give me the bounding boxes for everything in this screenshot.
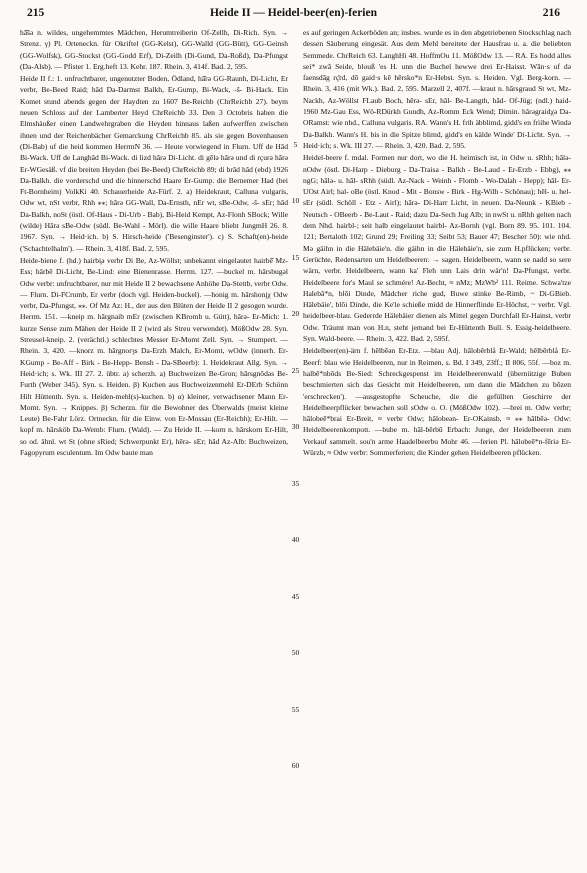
entry-heidel-beere: Heidel-beere f. mdal. Formen nur dort, wo die H. heimisch ist, in Odw u. sRhh; hālə- nOdw (östl. Di-Harp - Dieburg - Da-Traisa - Balkh - Be-Laud - Er-Erzb - Ebbg), ⁎⁎ ngG; hālə- u. hāl- sRhh (südl. Az-Nack - Weinh - Flomb - Wo-Dalah - Hepp); hāl- Er-UOst Airl; hal- oBe (östl. Knod - Mit - Bonsw - Birk - Hg-Wilh - Schönau); hēl- u. hel- sEr (südl. Schöll - Etz - Airl); hārə- Di-Harr Licht, in neuen. Da-Neunk - KBieb - Neutsch - OBeerb - Be-Laut - Raid; dazu Da-Sech Jug Alb; in nwSt u. nRhh gelten nach dem Nhd. hairbl-; seit halb eingelautet hairbl- Az-Bornh (vgl. Born 89. 95. 101. 104. 121; Bertaloth 102; Grund 29; Freiling 33; Seibt 53; Bauer 47; Bescher 50): wie nhd. Mə gäihn in die Hälebäie'n. die gäihn in die Hälebäie'n, sie zum H.pflücken; verbr. Gerüchte, Redensarten um Heidelbeeren: → sagen. Heidelbeern, wann se nadd so sere wärn, verbr. Heidelbeern, wann ka' Fleh unn Lais drin wär'n! Da-Pfungst, verbr. Heidelbeere for's Maul se schmére! Az-Becht, ≈ nMz; MzWb² 111. Reime. Schwa'tze Halebā*n, blōi Dinde, Mädcher riche gud, Buwe stinke Be-Rimb, ~ Di-GBieb. Hälebäie', blōi Dinde, die Ke'le schieße midd de Hinnerflinde Er-Höchst, ~ verbr. Vgl. heidelbeer-blau. Gederrde Hälebäier dienen als Mittel gegen Durchfall Er-Hainst, verbr Odw. Träumt man von H.n, steht jemand bei Er-Hüttenth Bull. S. Essig-heidelbeere. Syn. Wald-beere. — Rhein. 3, 422. Bad. 2, 595f. xyxy=(303,153,571,344)
line-number: 55 xyxy=(291,705,300,714)
entry-heide-ii: Heide II f.: 1. unfruchtbarer, ungenutzter Boden, Ödland, hā̆rə GG-Raunh, Di-Licht, Er verbr, Be-Beed Raid; hād Da-Darmst Balkh, Er-Gump, Bi-Wack, -ŝ- Bi-Hack. Ein Komet stund abends gegen der Haydten zu 1607 Be-Reichb (ChrReichb 27). beym neuen Schloss auf der Lamberter Heyd ChrReichb 33. Den 3 Octobris haben die Elmshäußer einen Landwehrgraben die Heyden hinnaus laßen aufwerffen zwischen ihnen und der Reichenbächer Gemarckung ChrReichb 85. als sie gegen Bovenhausen (Di-Bab) uf die heid kommen HerrmN 36. — Heute vorwiegend in Flurn. Uff de Hād Bi-Wack. Uff de Langhād Bi-Wack. di lizd hārə Di-Licht. di gēlə hārə und di rçurə hārə Er-WGesäß. vf die breiten Heyden (bei Be-Beed) ChrReichb 89; di brād hād (ebd) 1926 Da-Balkh. die vorderschd und die hinnerschd Haare Er-Gump. die Bernemer Had (bei Ft-Bornheim) VolkKi 40. Schauerheide Az-Fürf. 2. a) Heidekraut, Calluna vulgaris, Odw wt, nSt verbr, Rhh ⁎⁎; hārə GG-Wall, Da-Ernsth, nEr wt, sBe-Odw, -ŝ- sEr; hād Da-Balkh, noSt (östl. Of-Haus - Di-Urb - Bab), Bi-Heid Kempt, Az-Flonh SBock; Wille (wilde) Hārə sBe-Odw (südl. Be-Wahl - Mörl). die wille Haare blieht JungmH 26. 8. 1967. Syn. → Heid·ich. b) S. Hirsch-heide ('Besenginster'). c) S. Schaft(en)-heide ('Schachtelhalm'). — Rhein. 3, 418f. Bad. 2, 595. xyxy=(20,74,288,253)
entry-heidekorn-cont: es auf geringen Ackerböden an; insbes. wurde es in den abgetriebenen Stockschlag nach dessen Säuberung eingesät. Aus dem Mehl bereitete der Hausfrau u. a. die beliebten Semmede. ChrReich 63. LanghHi 48. HoffmOu 11. MößOdw 13. — RA. Es hodd alles sei* zwā Seide, blouß 'es H. unn die Buchel hewwe drei Er-Haisst. Wān·s uf də faensdāg rç̄rd, dō gaid·s kē hērsko*n Er-Hebst. Syn. s. Heiden. Vgl. Berg-korn. — Rhein. 3, 416 (mit Wk.). Bad. 2, 595. Marzell 2, 407f. —kraut n. hārsgraud St wt, Mz-Nackh, Az-Wöllst FLaub Boch, hērə- sEr, hāl- Be-Langth, hād- Of-Jüg; (ndl.) haid- 1960 Mz-Gau Ess, Wö-RDürkh Gundh, Az-Romm Eck Wend; Dimin. hārəgraidχə Da-ORamst: wie nhd., Calluna vulgaris. RA. Wann's H. frih äbblimd, gidd's en friihe Wində Da-Balkh. Wann's H. bis in die Spitze blimd, gidd's en kälde Winde' Di-Licht. Syn. → Heid·ich; s. Wk. III 27. — Rhein. 3, 420. Bad. 2, 595. xyxy=(303,28,571,150)
line-number: 5 xyxy=(293,140,298,149)
line-number: 20 xyxy=(291,309,300,318)
line-number: 45 xyxy=(291,592,300,601)
page-number-left: 215 xyxy=(27,7,45,19)
right-column xyxy=(303,27,571,867)
entry-heide-plural: hā̆ŝə n. wildes, ungehemmtes Mädchen, Herumtreiberin Of-Zellh, Di-Rich. Syn. → Strenz. γ) Pl. Orteneckn. für Okriftel (GG-Kelst), GG-Walld (GG-Bütt), GG-Geinsh (GG-Wolfsk), GG-Stockst (GG-Godd Erf), Di-Zeilh (Di-Gund, Da-Roßd), Da-Pfungst (Da-Alsb). — Pfister 1. Erg.heft 13. Kehr. 187. Rhein. 3, 414f. Bad. 2, 595. xyxy=(20,28,288,71)
page-header xyxy=(27,5,560,23)
line-number: 35 xyxy=(291,479,300,488)
running-title: Heide II — Heidel-beer(en)-ferien xyxy=(209,7,378,19)
line-number: 30 xyxy=(291,422,300,431)
left-column xyxy=(20,27,288,867)
line-number-gutter xyxy=(289,27,302,867)
page-number-right: 216 xyxy=(542,7,560,19)
line-number: 25 xyxy=(291,366,300,375)
entry-heidelbeeren-compounds: Heidelbeer(en)-ärn f. hēlbēən Er-Etz. —blau Adj. hālobērblå Er-Wald; hēlbērblå Er-Beerf: blau wie Heidelbeeren, nur in Reimen, s. Bd. I 349, 23ff.; II 806, 55f. —boz m. halbē*nbōds Be-Sied: Schreckgespenst im Heidelbeerenwald (übernützige Buben beschmierten sich das Gesicht mit Heidelbeeren, um dann die Mädchen zu bōzen 'erschrecken'). —ausgestopfte Scheuche, die die gefüllten Geschirre der Heidelbeerpflücker bewachen soll sOdw o. O. (MößOdw 102). —brei m. Odw verbr; hālobeē*brai Er-Breit, ≈ verbr Odw; hālobeən- Er-OKainsb, ≈ ⁎⁎ hālbēə- Odw: Heidelbeerenkompott. —bube m. hāl-bērbū Erbach: Junge, der Heidelbeeren zum Verkauf sammelt. sou'n arme Haadelbeerbu Mohr 46. —ferien Pl. hālobeē*n-fēriə Er-Würzb, ≈ Odw verbr: Sommerferien; die Kinder gehen Heidelbeeren pflücken. xyxy=(303,346,571,457)
line-number: 10 xyxy=(291,196,300,205)
line-number: 15 xyxy=(291,253,300,262)
line-number: 60 xyxy=(291,761,300,770)
line-number: 40 xyxy=(291,535,300,544)
line-number: 50 xyxy=(291,648,300,657)
entry-heide-biene: Heide-biene f. (hd.) hairbi̯ə verbr Di Be, Az-Wöllst; unbekannt eingelautet hairbē̆ Mz-Ess; hārbē Di-Licht, Be-Lind: eine Bienenrasse. Herrm. 127. —buckel m. hārsbugəl Odw verbr: unfruchtbarer, nur mit Heide II 2 bewachsene Anhöhe Da-Stettb, verbr Odw. — Flurn. Di-FCrumb, Er verbr (doch vgl. Heiden-buckel). —honig m. hārshonįχ Odw verbr, Da-Pfungst, ⁎⁎. Of Mz Az: H., der aus den Blüten der Heide II 2 gesogen wurde. Herrm. 151. —kneip m. hārgnaib mEr (zwischen KBromb u. Gütt), hārə- Er-Mich: 1. kurze Sense zum Mähen der Heide II 2 (wird als Streu verwendet). MößOdw 28. Syn. Streusel-kneip. 2. (verächtl.) schlechtes Messer Er-Momt Zell. Syn. → Stumpert. — Rhein. 3, 420. —knorz m. hārgnorȝs Da-Erzh Malch, Er-Momt, wOdw (innerh. Er-KGump - Be-Aff - Birk - Be-Hepp- Bensh - Da-SBeerb): 1. Heidekraut Allg. Syn. → Heid·ich; s. Wk. III 27. 2. übtr. a) scherzh. a) Buchweizen Be-Gron; hārsgnōdəs Be-Furth (Weber 345). Syn. s. Heiden. β) Kuchen aus Buchweizenmehl Er-DErb Schönn Hilt Hüttenth. Syn. s. Heiden-mehl(s)-kuchen. b) α) kleiner, verwachsener Mann Er-Momt. Syn. → Knippes. β) Scherzn. für die Bewohner des Überwalds (meist kleine Leute) Be-Fahr Lörz. Ortneckn. für die Einw. von Er-Mossau (Er-Reichh); Er-Hilt. —kopf m. hārsköb Da-Wemb: Flurn. (Wald). — Zu Heide II. —korn n. hārskorn Er-Hilt, so od. ähnl. wt St (ohne sRied; Schwerpunkt Er), hērə- sEr; hād Az-Alb: Buchweizen, Fagopyrum esculentum. Im Odw baute man xyxy=(20,255,288,457)
